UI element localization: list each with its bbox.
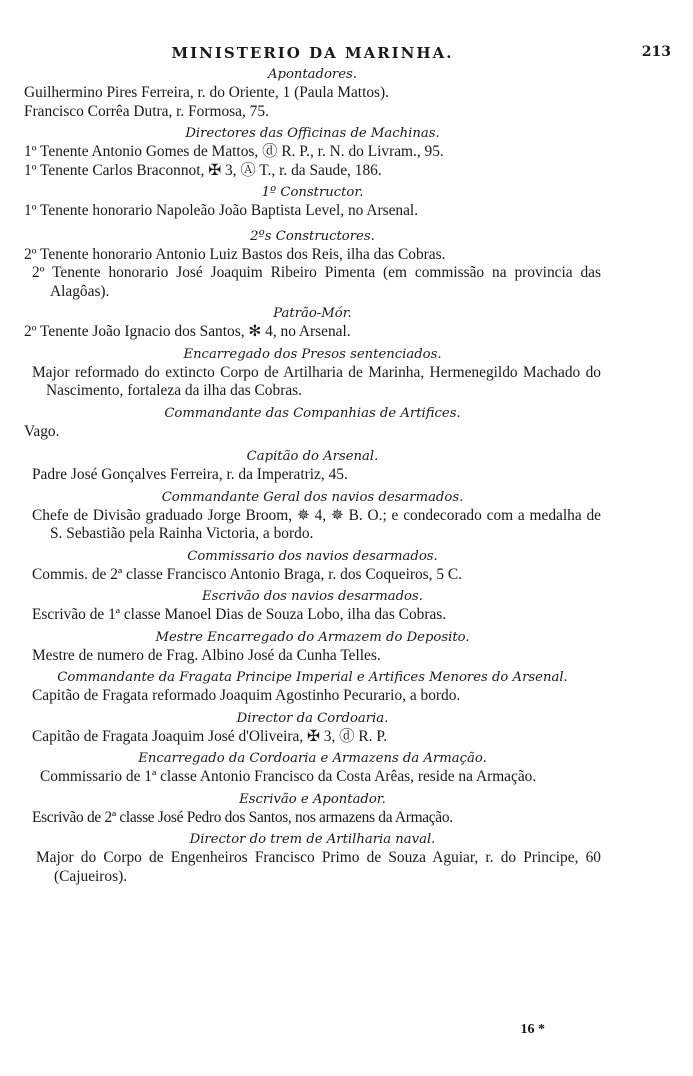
section-mestre-armazem [24,629,601,666]
page-number: 213 [641,44,671,60]
entry: Mestre de numero de Frag. Albino José da Cunha Telles. [32,646,381,664]
section-heading: Capitão do Arsenal. [246,449,379,464]
entry: Commis. de 2ª classe Francisco Antonio Braga, r. dos Coqueiros, 5 C. [32,565,463,583]
entry: Escrivão de 1ª classe Manoel Dias de Souza Lobo, ilha das Cobras. [32,606,447,623]
entry: 1º Tenente Antonio Gomes de Mattos, ⓓ R. P., r. N. do Livram., 95. [24,143,444,160]
section-encarregado-presos [24,346,601,401]
section-heading: Commandante da Fragata Principe Imperial e Artifices Menores do Arsenal. [57,670,568,685]
section-heading: Commandante Geral dos navios desarmados. [161,489,464,505]
section-commissario-navios [24,548,601,585]
section-heading: Patrão-Mór. [273,306,352,321]
section-heading: Directores das Officinas de Machinas. [185,126,440,141]
entry: Capitão de Fragata Joaquim José d'Oliveira, ✠ 3, ⓓ R. P. [32,727,388,745]
entry: 2º Tenente João Ignacio dos Santos, ✻ 4, no Arsenal. [24,323,351,340]
section-encarregado-cordoaria [24,750,601,787]
section-patrao-mor [24,305,601,342]
section-apontadores [24,66,601,121]
section-primeiro-constructor [24,184,601,221]
section-heading: Director da Cordoaria. [236,710,389,726]
section-director-cordoaria [24,710,601,747]
entry: Commissario de 1ª classe Antonio Francisco da Costa Arêas, reside na Armação. [40,768,537,785]
section-heading: Apontadores. [267,67,357,82]
running-head [24,40,671,64]
page-title: MINISTERIO DA MARINHA. [171,44,454,62]
entry: Escrivão de 2ª classe José Pedro dos Santos, nos armazens da Armação. [32,808,453,826]
entry: Chefe de Divisão graduado Jorge Broom, ✵ 4, ✵ B. O.; e condecorado com a medalha de S. Sebastião pela Rainha Victoria, a bordo. [32,506,601,542]
section-heading: Encarregado dos Presos sentenciados. [183,346,442,362]
section-escrivao-navios [24,588,601,625]
signature-mark: 16 * [520,1022,545,1037]
entry: Francisco Corrêa Dutra, r. Formosa, 75. [24,102,269,120]
entry: Guilhermino Pires Ferreira, r. do Oriente, 1 (Paula Mattos). [24,84,390,101]
section-segundos-constructores [24,228,601,302]
entry: Major do Corpo de Engenheiros Francisco Primo de Souza Aguiar, r. do Principe, 60 (Cajueiros). [36,849,601,885]
section-heading: Encarregado da Cordoaria e Armazens da Armação. [138,751,487,766]
section-directores-officinas [24,125,601,180]
section-heading: Director do trem de Artilharia naval. [189,832,436,847]
entry: 1º Tenente Carlos Braconnot, ✠ 3, Ⓐ T., r. da Saude, 186. [24,161,382,179]
section-heading: Mestre Encarregado do Armazem do Deposito. [155,629,470,645]
section-heading: Commissario dos navios desarmados. [187,548,438,564]
entry: Major reformado do extincto Corpo de Artilharia de Marinha, Hermenegildo Machado do Nascimento, fortaleza da ilha das Cobras. [32,363,601,399]
entry: Capitão de Fragata reformado Joaquim Agostinho Pecurario, a bordo. [32,687,461,704]
section-heading: 1º Constructor. [261,185,364,200]
section-heading: Escrivão e Apontador. [239,791,386,807]
section-heading: Commandante das Companhias de Artifices. [164,405,461,421]
section-capitao-arsenal [24,448,601,485]
section-director-trem-artilharia [24,831,601,886]
section-commandante-geral-navios [24,489,601,544]
section-commandante-fragata [24,669,601,706]
section-escrivao-apontador [24,791,601,828]
section-heading: Escrivão dos navios desarmados. [202,589,423,604]
section-heading: 2ºs Constructores. [250,228,375,244]
section-commandante-companhias [24,405,601,442]
entry: 2º Tenente honorario José Joaquim Ribeiro Pimenta (em commissão na provincia das Alagôas). [32,264,601,300]
entry: 2º Tenente honorario Antonio Luiz Bastos dos Reis, ilha das Cobras. [24,245,446,263]
entry: Padre José Gonçalves Ferreira, r. da Imperatriz, 45. [32,466,348,483]
entry: Vago. [24,422,60,440]
entry: 1º Tenente honorario Napoleão João Baptista Level, no Arsenal. [24,202,419,219]
